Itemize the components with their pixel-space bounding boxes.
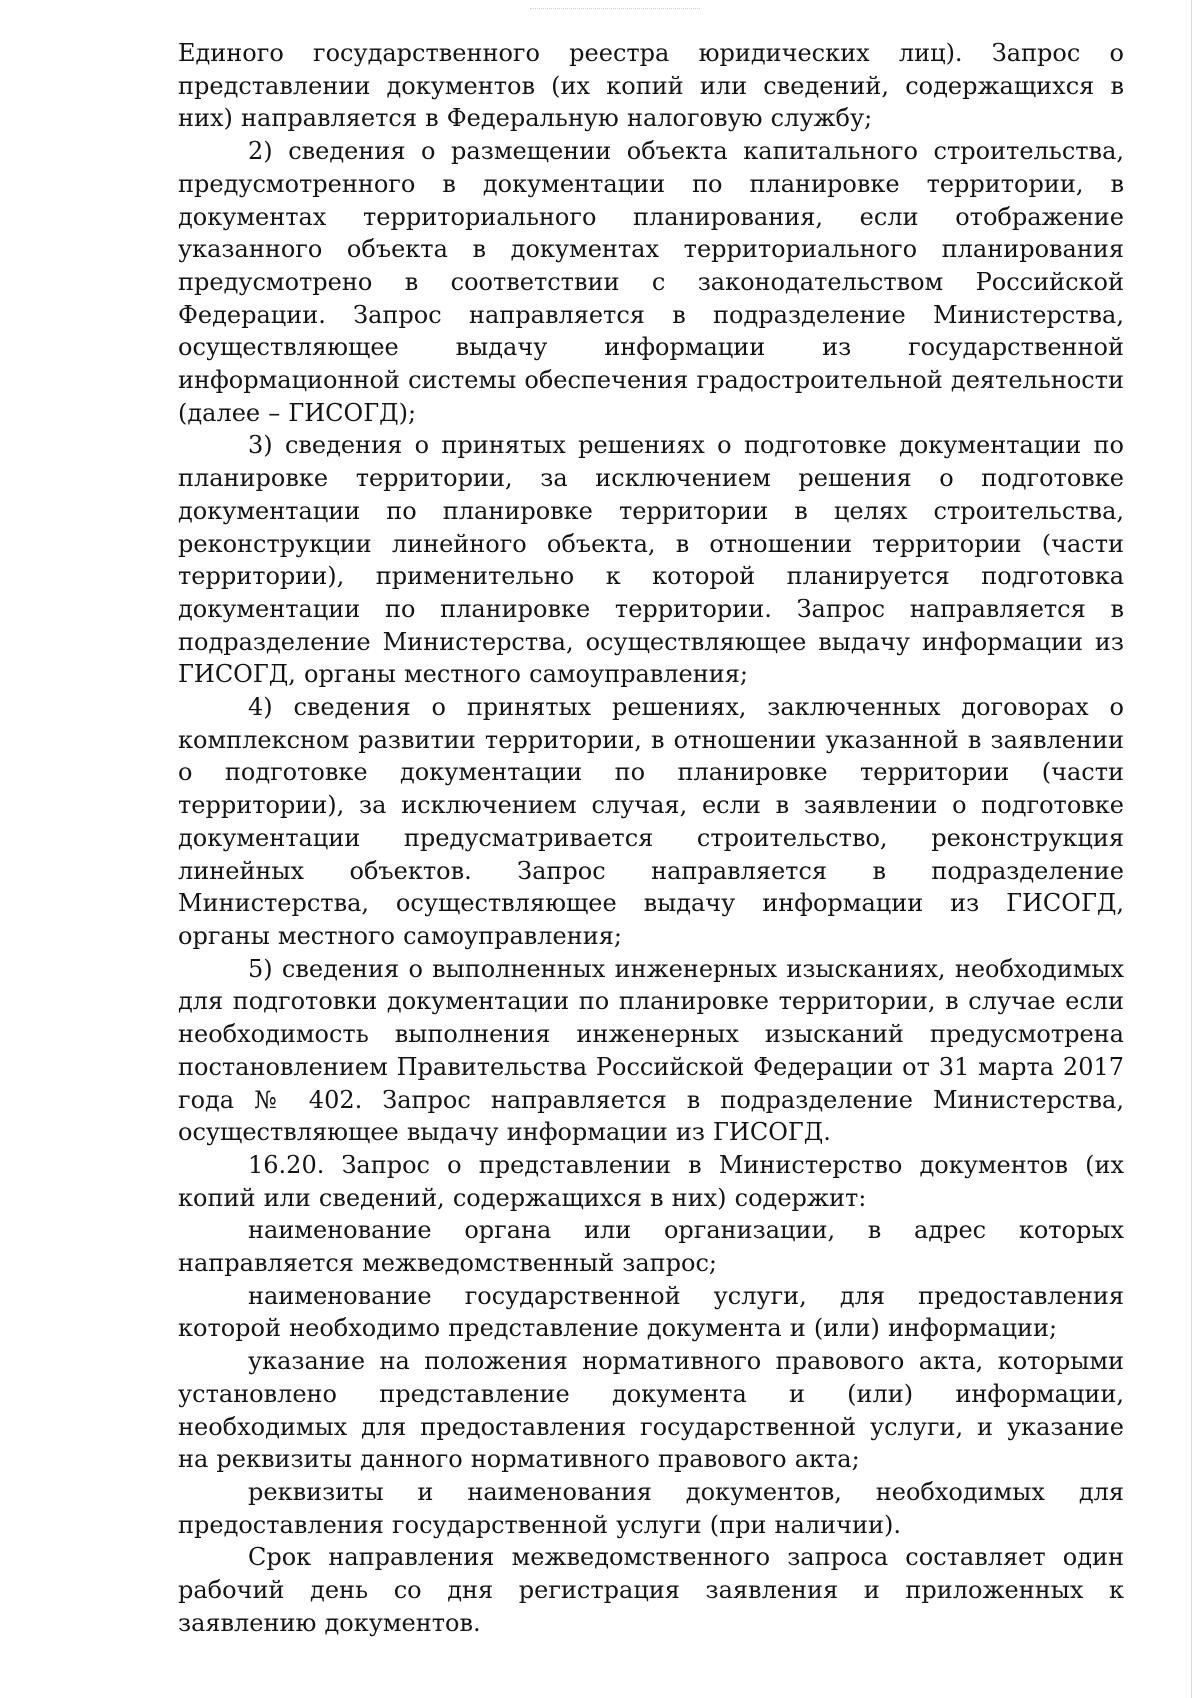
scan-header-mark: [530, 8, 700, 17]
scan-edge-line: [1191, 0, 1192, 1698]
document-body: [178, 37, 1124, 1639]
paragraph-request-service-name: наименование государственной услуги, для предоставления которой необходимо представление документа и (или) информации;: [178, 1281, 1124, 1343]
paragraph-request-doc-details: реквизиты и наименования документов, необходимых для предоставления государственной услуги (при наличии).: [178, 1477, 1124, 1539]
paragraph-item-4: 4) сведения о принятых решениях, заключенных договорах о комплексном развитии территории, в отношении указанной в заявлении о подготовке документации по планировке территории (части территории), за исключением случая, если в заявлении о подготовке документации предусматривается строительство, реконструкция линейных объектов. Запрос направляется в подразделение Министерства, осуществляющее выдачу информации из ГИСОГД, органы местного самоуправления;: [178, 693, 1124, 950]
paragraph-request-legal-act: указание на положения нормативного правового акта, которыми установлено представление документа и (или) информации, необходимых для предоставления государственной услуги, и указание на реквизиты данного нормативного правового акта;: [178, 1347, 1124, 1474]
paragraph-item-5: 5) сведения о выполненных инженерных изысканиях, необходимых для подготовки документации по планировке территории, в случае если необходимость выполнения инженерных изысканий предусмотрена постановлением Правительства Российской Федерации от 31 марта 2017 года № 402. Запрос направляется в подразделение Министерства, осуществляющее выдачу информации из ГИСОГД.: [178, 954, 1124, 1147]
paragraph-request-org-name: наименование органа или организации, в адрес которых направляется межведомственный запрос;: [178, 1216, 1124, 1278]
paragraph-section-16-20: 16.20. Запрос о представлении в Министерство документов (их копий или сведений, содержащихся в них) содержит:: [178, 1150, 1124, 1212]
paragraph-item-2: 2) сведения о размещении объекта капитального строительства, предусмотренного в документации по планировке территории, в документах территориального планирования, если отображение указанного объекта в документах территориального планирования предусмотрено в соответствии с законодательством Российской Федерации. Запрос направляется в подразделение Министерства, осуществляющее выдачу информации из государственной информационной системы обеспечения градостроительной деятельности (далее – ГИСОГД);: [178, 137, 1124, 427]
paragraph-continuation: Единого государственного реестра юридических лиц). Запрос о представлении документов (их копий или сведений, содержащихся в них) направляется в Федеральную налоговую службу;: [178, 39, 1124, 133]
paragraph-request-deadline: Срок направления межведомственного запроса составляет один рабочий день со дня регистрация заявления и приложенных к заявлению документов.: [178, 1543, 1124, 1637]
paragraph-item-3: 3) сведения о принятых решениях о подготовке документации по планировке территории, за исключением решения о подготовке документации по планировке территории в целях строительства, реконструкции линейного объекта, в отношении территории (части территории), применительно к которой планируется подготовка документации по планировке территории. Запрос направляется в подразделение Министерства, осуществляющее выдачу информации из ГИСОГД, органы местного самоуправления;: [178, 431, 1124, 689]
